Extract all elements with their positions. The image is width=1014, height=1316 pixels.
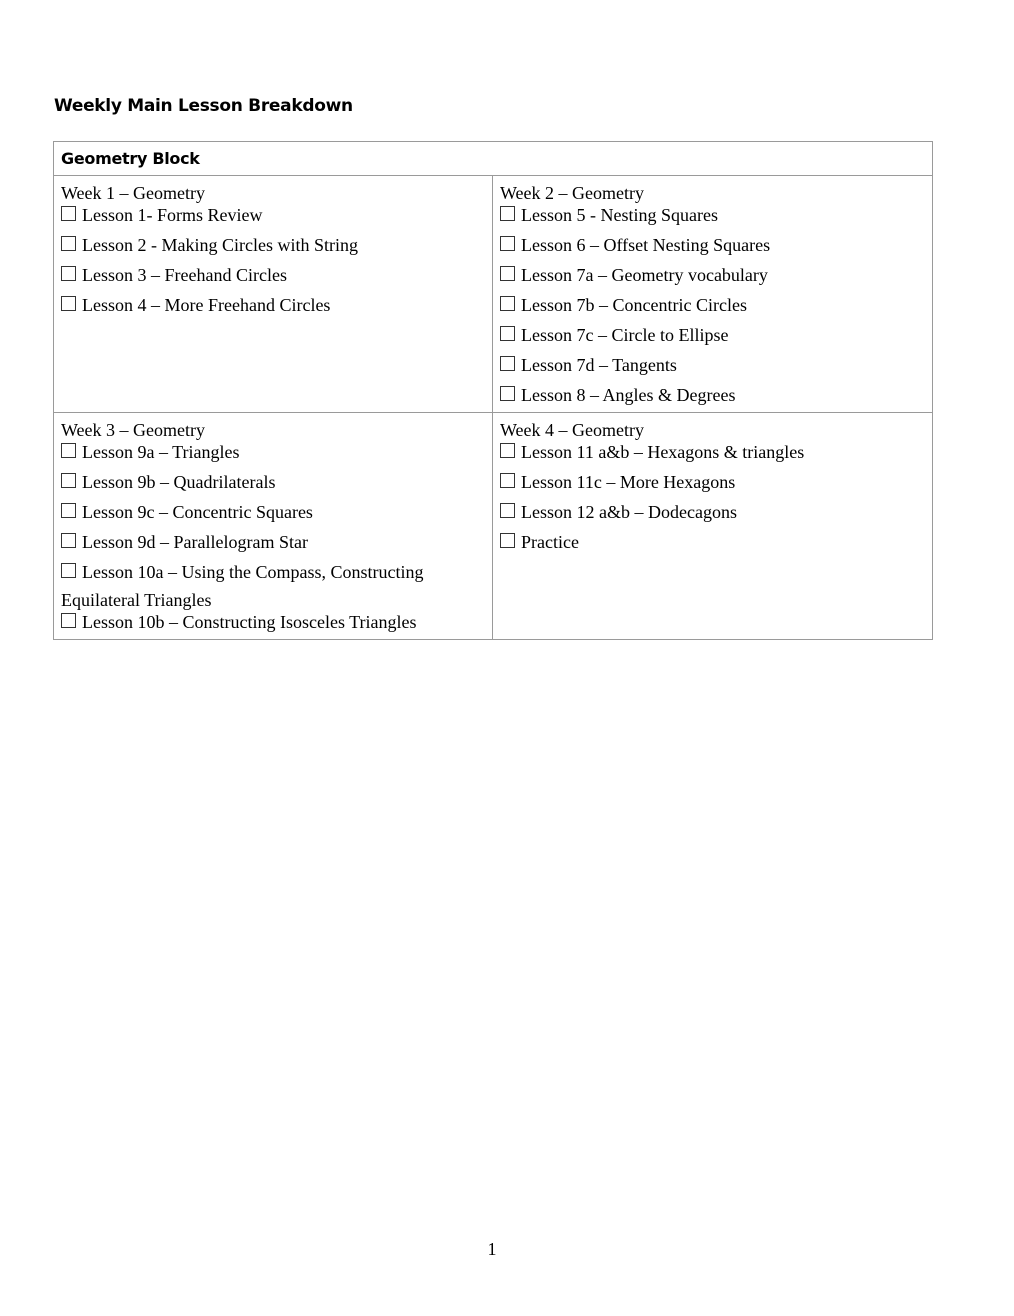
checkbox-icon[interactable] xyxy=(61,473,76,488)
block-title: Geometry Block xyxy=(54,142,933,176)
lesson-item[interactable] xyxy=(500,264,925,286)
checkbox-icon[interactable] xyxy=(500,236,515,251)
lesson-item[interactable] xyxy=(500,531,925,553)
week-row-1 xyxy=(54,176,933,413)
week-4-cell xyxy=(493,413,933,640)
checkbox-icon[interactable] xyxy=(500,533,515,548)
checkbox-icon[interactable] xyxy=(61,613,76,628)
lesson-item[interactable] xyxy=(61,294,485,316)
lesson-label: Lesson 7c – Circle to Ellipse xyxy=(521,325,729,345)
lesson-label: Lesson 11c – More Hexagons xyxy=(521,472,736,492)
lesson-label: Lesson 9d – Parallelogram Star xyxy=(82,532,308,552)
lesson-label: Lesson 9a – Triangles xyxy=(82,442,240,462)
lesson-label: Lesson 8 – Angles & Degrees xyxy=(521,385,736,405)
week-1-title: Week 1 – Geometry xyxy=(61,183,205,203)
lesson-label: Lesson 12 a&b – Dodecagons xyxy=(521,502,737,522)
checkbox-icon[interactable] xyxy=(500,206,515,221)
lesson-label: Lesson 1- Forms Review xyxy=(82,205,263,225)
checkbox-icon[interactable] xyxy=(61,443,76,458)
block-title-row xyxy=(54,142,933,176)
lesson-label: Lesson 11 a&b – Hexagons & triangles xyxy=(521,442,805,462)
checkbox-icon[interactable] xyxy=(61,503,76,518)
checkbox-icon[interactable] xyxy=(61,563,76,578)
checkbox-icon[interactable] xyxy=(61,296,76,311)
page-number: 1 xyxy=(487,1239,497,1259)
lesson-label: Lesson 10b – Constructing Isosceles Triangles xyxy=(82,612,417,632)
lesson-item[interactable] xyxy=(500,471,925,493)
lesson-label: Lesson 9c – Concentric Squares xyxy=(82,502,313,522)
lesson-item[interactable] xyxy=(61,471,485,493)
lesson-item[interactable] xyxy=(500,441,925,463)
checkbox-icon[interactable] xyxy=(61,533,76,548)
checkbox-icon[interactable] xyxy=(500,266,515,281)
lesson-label: Lesson 6 – Offset Nesting Squares xyxy=(521,235,771,255)
week-2-cell xyxy=(493,176,933,413)
week-row-2 xyxy=(54,413,933,640)
lesson-continuation: Equilateral Triangles xyxy=(61,590,212,610)
lesson-item[interactable] xyxy=(500,204,925,226)
lesson-item[interactable] xyxy=(61,204,485,226)
checkbox-icon[interactable] xyxy=(61,206,76,221)
checkbox-icon[interactable] xyxy=(500,443,515,458)
week-3-cell xyxy=(54,413,493,640)
page-heading: Weekly Main Lesson Breakdown xyxy=(54,96,353,116)
lesson-label: Lesson 2 - Making Circles with String xyxy=(82,235,358,255)
lesson-label: Practice xyxy=(521,532,579,552)
checkbox-icon[interactable] xyxy=(500,326,515,341)
lesson-label: Lesson 10a – Using the Compass, Constructing xyxy=(82,562,424,582)
checkbox-icon[interactable] xyxy=(500,356,515,371)
lesson-item[interactable] xyxy=(61,441,485,463)
checkbox-icon[interactable] xyxy=(500,503,515,518)
checkbox-icon[interactable] xyxy=(500,386,515,401)
checkbox-icon[interactable] xyxy=(500,473,515,488)
lesson-label: Lesson 7b – Concentric Circles xyxy=(521,295,747,315)
week-2-title: Week 2 – Geometry xyxy=(500,183,644,203)
lesson-item[interactable] xyxy=(61,501,485,523)
lesson-label: Lesson 3 – Freehand Circles xyxy=(82,265,287,285)
lesson-item[interactable] xyxy=(500,501,925,523)
lesson-item[interactable] xyxy=(500,384,925,406)
lesson-item[interactable] xyxy=(61,531,485,553)
lesson-label: Lesson 5 - Nesting Squares xyxy=(521,205,718,225)
lesson-item[interactable] xyxy=(61,561,485,583)
lesson-item[interactable] xyxy=(500,354,925,376)
lesson-item[interactable] xyxy=(500,324,925,346)
lesson-item[interactable] xyxy=(61,264,485,286)
lesson-item[interactable] xyxy=(61,611,485,633)
lesson-item[interactable] xyxy=(500,294,925,316)
geometry-block-table xyxy=(53,141,933,640)
week-3-title: Week 3 – Geometry xyxy=(61,420,205,440)
week-1-cell xyxy=(54,176,493,413)
lesson-label: Lesson 4 – More Freehand Circles xyxy=(82,295,331,315)
lesson-label: Lesson 7d – Tangents xyxy=(521,355,677,375)
lesson-label: Lesson 7a – Geometry vocabulary xyxy=(521,265,768,285)
week-4-title: Week 4 – Geometry xyxy=(500,420,644,440)
checkbox-icon[interactable] xyxy=(500,296,515,311)
checkbox-icon[interactable] xyxy=(61,236,76,251)
lesson-item[interactable] xyxy=(500,234,925,256)
lesson-label: Lesson 9b – Quadrilaterals xyxy=(82,472,276,492)
checkbox-icon[interactable] xyxy=(61,266,76,281)
lesson-item[interactable] xyxy=(61,234,485,256)
